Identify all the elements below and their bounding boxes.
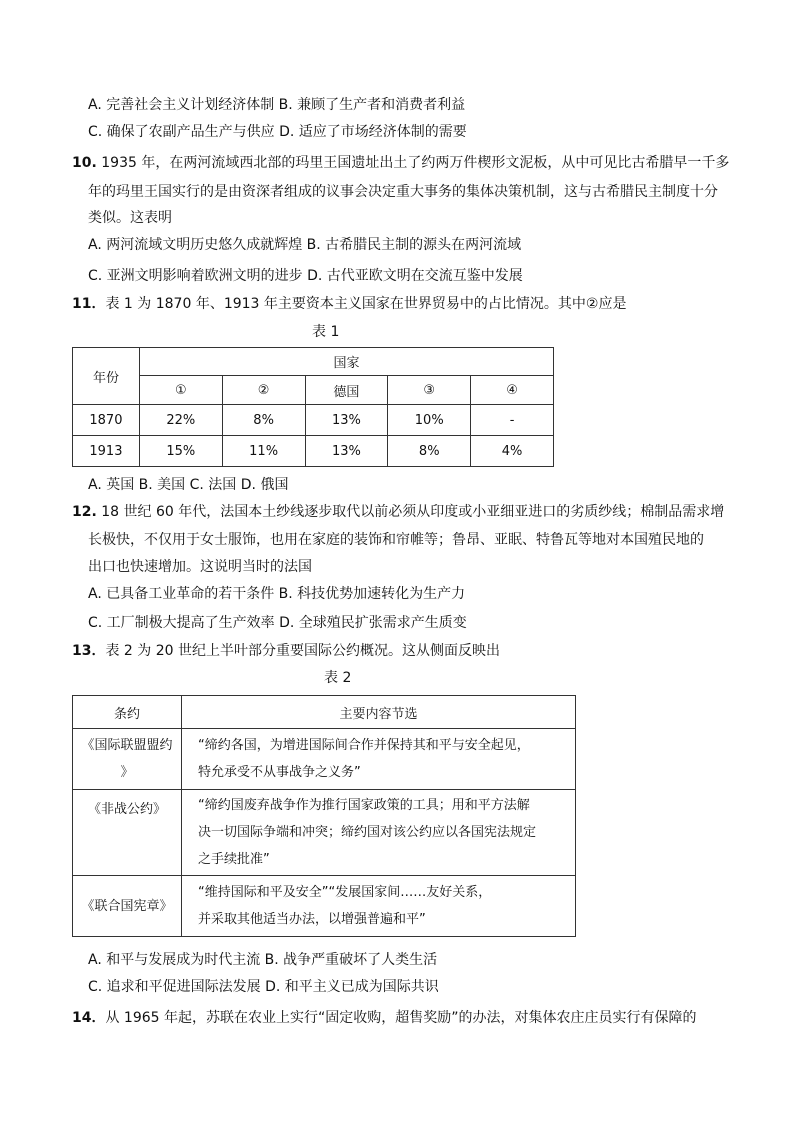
table2-header-content: 主要内容节选 (182, 696, 576, 729)
q12-stem-line2: 长极快，不仅用于女士服饰，也用在家庭的装饰和帘帷等；鲁昂、亚眠、特鲁瓦等地对本国殖民地的 (88, 532, 704, 548)
table2-content: “缔约国废弃战争作为推行国家政策的工具；用和平方法解 决一切国际争端和冲突；缔约国对该公约应以各国宪法规定 之手续批准” (182, 790, 576, 876)
table-row (73, 876, 576, 937)
table1-caption: 表 1 (312, 324, 340, 340)
q14-stem (72, 1008, 697, 1028)
q10-text: 1935 年，在两河流域西北部的玛里王国遗址出土了约两万件楔形文泥板，从中可见比古希腊早一千多 (96, 155, 730, 171)
q9-options-cd: C. 确保了农副产品生产与供应 D. 适应了市场经济体制的需要 (88, 124, 467, 140)
q14-number: 14． (72, 1010, 106, 1026)
table1-year-header: 年份 (73, 348, 140, 405)
q13-stem (72, 641, 500, 661)
table2 (72, 695, 576, 937)
table-cell: 22% (139, 405, 222, 436)
q10-stem-line1 (72, 153, 729, 173)
table2-header-name: 条约 (73, 696, 182, 729)
q14-text: 从 1965 年起，苏联在农业上实行“固定收购，超售奖励”的办法，对集体农庄庄员实行有保障的 (105, 1010, 697, 1026)
table1 (72, 347, 554, 467)
table-cell: 8% (388, 436, 471, 467)
table2-caption: 表 2 (324, 670, 352, 686)
table-row (73, 790, 576, 876)
q12-stem-line1 (72, 502, 724, 522)
table1-col-1: ① (139, 376, 222, 405)
table1-col-3: ③ (388, 376, 471, 405)
table-cell: 13% (305, 436, 388, 467)
table1-col-4: ④ (471, 376, 554, 405)
table-row (73, 729, 576, 790)
q9-options-ab: A. 完善社会主义计划经济体制 B. 兼顾了生产者和消费者利益 (88, 97, 466, 113)
table-cell: 15% (139, 436, 222, 467)
q11-number: 11． (72, 296, 106, 312)
table-cell: 11% (222, 436, 305, 467)
table-cell: 4% (471, 436, 554, 467)
table-row (73, 436, 554, 467)
q11-options: A. 英国 B. 美国 C. 法国 D. 俄国 (88, 477, 289, 493)
q12-number: 12. (72, 504, 97, 520)
table1-col-germany: 德国 (305, 376, 388, 405)
table2-treaty-name: 《非战公约》 (73, 790, 182, 876)
table-row (73, 405, 554, 436)
q10-stem-line3: 类似。这表明 (88, 210, 172, 226)
q12-text: 18 世纪 60 年代，法国本土纱线逐步取代以前必须从印度或小亚细亚进口的劣质纱线；棉制品需求增 (96, 504, 725, 520)
q13-options-ab: A. 和平与发展成为时代主流 B. 战争严重破坏了人类生活 (88, 952, 438, 968)
q12-options-ab: A. 已具备工业革命的若干条件 B. 科技优势加速转化为生产力 (88, 586, 466, 602)
table-cell: - (471, 405, 554, 436)
table1-year: 1870 (73, 405, 140, 436)
q10-number: 10. (72, 155, 97, 171)
table2-content: “维持国际和平及安全”“发展国家间……友好关系， 并采取其他适当办法，以增强普遍和平” (182, 876, 576, 937)
table-cell: 13% (305, 405, 388, 436)
table2-treaty-name: 《联合国宪章》 (73, 876, 182, 937)
table1-year: 1913 (73, 436, 140, 467)
q13-options-cd: C. 追求和平促进国际法发展 D. 和平主义已成为国际共识 (88, 979, 439, 995)
table-cell: 10% (388, 405, 471, 436)
q10-options-ab: A. 两河流域文明历史悠久成就辉煌 B. 古希腊民主制的源头在两河流域 (88, 237, 522, 253)
table1-country-header: 国家 (139, 348, 553, 376)
q12-options-cd: C. 工厂制极大提高了生产效率 D. 全球殖民扩张需求产生质变 (88, 615, 467, 631)
q12-stem-line3: 出口也快速增加。这说明当时的法国 (88, 559, 312, 575)
table2-treaty-name: 《国际联盟盟约 》 (73, 729, 182, 790)
table-cell: 8% (222, 405, 305, 436)
q11-text: 表 1 为 1870 年、1913 年主要资本主义国家在世界贸易中的占比情况。其中②应是 (105, 296, 627, 312)
q13-number: 13． (72, 643, 106, 659)
q10-stem-line2: 年的玛里王国实行的是由资深者组成的议事会决定重大事务的集体决策机制，这与古希腊民主制度十分 (88, 184, 718, 200)
table1-col-2: ② (222, 376, 305, 405)
q11-stem (72, 294, 626, 314)
table2-content: “缔约各国，为增进国际间合作并保持其和平与安全起见， 特允承受不从事战争之义务” (182, 729, 576, 790)
q10-options-cd: C. 亚洲文明影响着欧洲文明的进步 D. 古代亚欧文明在交流互鉴中发展 (88, 268, 523, 284)
q13-text: 表 2 为 20 世纪上半叶部分重要国际公约概况。这从侧面反映出 (105, 643, 501, 659)
